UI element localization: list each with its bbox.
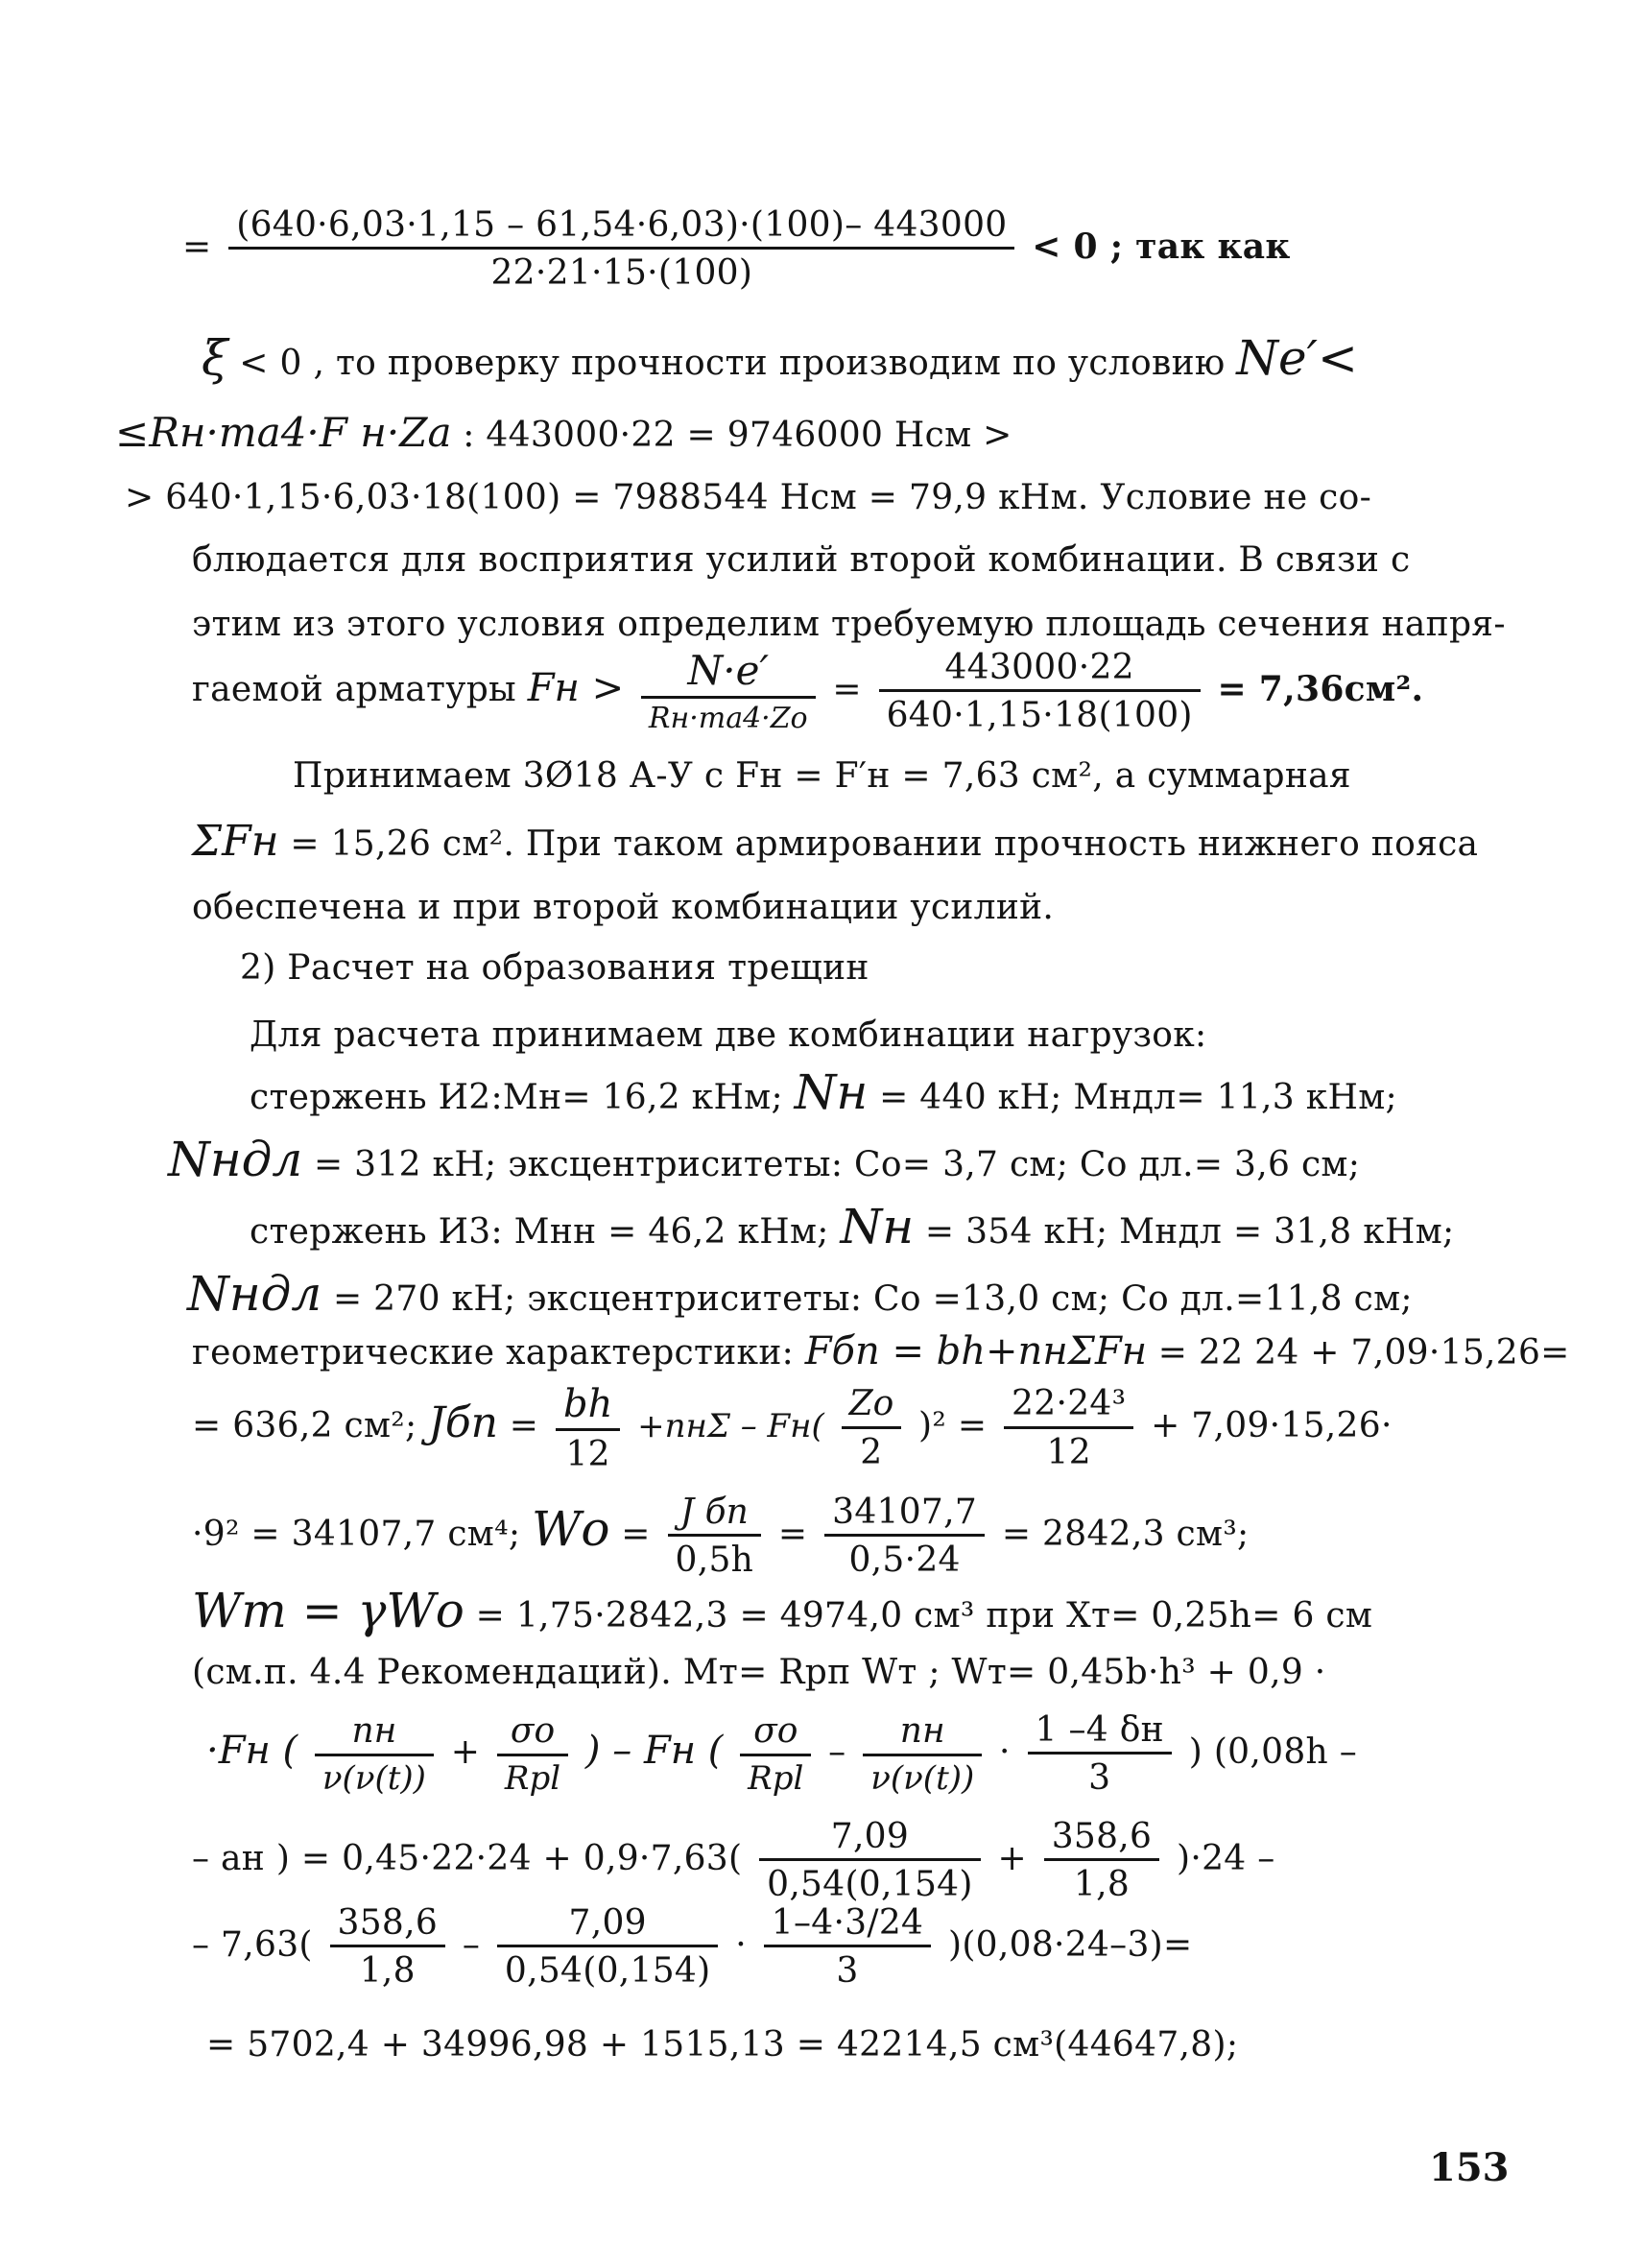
fraction xyxy=(1004,1384,1133,1472)
handwritten-formula: Nн xyxy=(840,1199,915,1254)
formula-tail: )(0,08·24–3)= xyxy=(947,1924,1193,1965)
fraction-numerator: 443000·22 xyxy=(879,648,1201,692)
line-text-2: = 440 кН; Мндл= 11,3 кНм; xyxy=(879,1078,1397,1117)
fraction xyxy=(1028,1710,1172,1799)
formula-middle-2: )² = xyxy=(918,1406,988,1446)
fraction-numerator: J бп xyxy=(668,1492,762,1537)
fraction-denominator: 640·1,15·18(100) xyxy=(886,696,1193,736)
formula-prefix: ·Fн ( xyxy=(206,1728,298,1773)
line-text: Для расчета принимаем две комбинации нагрузок: xyxy=(250,1015,1207,1055)
fraction-denominator: Rн·mа4·Zо xyxy=(648,702,808,736)
text-line-2 xyxy=(202,331,1358,387)
formula-tail: + 7,09·15,26· xyxy=(1151,1406,1393,1446)
fraction-denominator: 12 xyxy=(1046,1432,1091,1472)
section-heading xyxy=(240,948,869,988)
fraction-denominator: 1,8 xyxy=(359,1951,416,1992)
text-line-4 xyxy=(125,478,1371,517)
line-text: стержень И2:Мн= 16,2 кНм; xyxy=(250,1078,783,1117)
fraction-denominator: 3 xyxy=(836,1951,859,1992)
fraction xyxy=(497,1711,568,1797)
line-text: этим из этого условия определим требуемую площадь сечения напря- xyxy=(192,605,1506,644)
dot-sign: · xyxy=(735,1924,747,1965)
text-line-17 xyxy=(192,1329,1570,1373)
fraction-denominator: 0,5h xyxy=(675,1540,754,1581)
text-line-6 xyxy=(192,605,1506,644)
text-line-14 xyxy=(168,1133,1360,1188)
fraction-numerator: nн xyxy=(315,1711,434,1755)
text-line-16 xyxy=(187,1267,1413,1323)
line-text: обеспечена и при второй комбинации усилий. xyxy=(192,888,1055,927)
formula-line-24 xyxy=(192,1903,1193,1992)
fraction-denominator: 1,8 xyxy=(1073,1865,1131,1905)
line-text: геометрические характерстики: xyxy=(192,1333,795,1373)
text-line-9 xyxy=(192,818,1478,867)
formula-line-7 xyxy=(192,648,1423,736)
fraction xyxy=(228,205,1014,294)
equals-sign: = xyxy=(509,1406,539,1446)
line-text: > 640·1,15·6,03·18(100) = 7988544 Нсм = 79,9 кНм. Условие не со- xyxy=(125,478,1372,517)
plus-sign: + xyxy=(997,1838,1027,1878)
line-text: стержень И3: Мнн = 46,2 кНм; xyxy=(250,1212,829,1252)
equals-sign: = xyxy=(182,227,212,267)
handwritten-xi: ξ xyxy=(202,330,228,386)
fraction-denominator: 12 xyxy=(565,1435,610,1474)
text-line-8 xyxy=(293,756,1351,796)
fraction xyxy=(497,1903,719,1992)
handwritten-formula: Nндл xyxy=(168,1132,303,1187)
line-text: < 0 , то проверку прочности производим по условию xyxy=(239,344,1226,383)
fraction xyxy=(315,1711,434,1797)
formula-line-19 xyxy=(192,1492,1249,1581)
formula-tail: )·24 – xyxy=(1177,1838,1275,1878)
text-line-10 xyxy=(192,888,1054,927)
condition-text: < 0 ; так как xyxy=(1032,226,1291,267)
line-text-2: = 22 24 + 7,09·15,26= xyxy=(1157,1333,1570,1373)
text-line-12 xyxy=(250,1015,1206,1055)
formula-prefix: – 7,63( xyxy=(192,1924,313,1965)
handwritten-formula: Fбп = bh+nнΣFн xyxy=(804,1329,1148,1373)
equals-sign-2: = xyxy=(777,1514,808,1554)
handwritten-formula: ≤Rн·mа4·F н·Zа xyxy=(115,409,452,456)
handwritten-formula: Fн > xyxy=(527,665,625,710)
fraction-denominator: Rрl xyxy=(504,1758,561,1798)
text-line-15 xyxy=(250,1200,1454,1255)
line-text: (см.п. 4.4 Рекомендаций). Мт= Rрп Wт ; Wт= 0,45b·h³ + 0,9 · xyxy=(192,1653,1326,1692)
handwritten-formula: ΣFн xyxy=(192,817,279,866)
formula-line-18 xyxy=(192,1382,1393,1474)
fraction-denominator: 0,54(0,154) xyxy=(504,1951,711,1992)
handwritten-formula: Nн xyxy=(794,1064,869,1120)
line-text: 2) Расчет на образования трещин xyxy=(240,948,869,988)
fraction-numerator: 1–4·3/24 xyxy=(764,1903,932,1947)
fraction xyxy=(879,648,1201,736)
equals-sign: = xyxy=(832,669,862,709)
page-number: 153 xyxy=(1429,2145,1510,2190)
fraction-denominator: ν(ν(t)) xyxy=(870,1758,975,1798)
fraction-denominator: 3 xyxy=(1088,1758,1111,1799)
line-text: = 636,2 см²; xyxy=(192,1406,417,1446)
fraction-numerator: nн xyxy=(863,1711,982,1755)
text-line-20 xyxy=(192,1584,1372,1639)
fraction-numerator: bh xyxy=(556,1382,620,1431)
handwritten-formula: Wо xyxy=(532,1500,610,1557)
fraction xyxy=(824,1492,985,1581)
minus-sign: – xyxy=(828,1731,846,1772)
fraction xyxy=(764,1903,932,1992)
fraction-numerator: N·e′ xyxy=(641,648,816,699)
handwritten-formula: Wт = γWо xyxy=(192,1583,464,1638)
fraction xyxy=(842,1384,902,1472)
fraction-numerator: 7,09 xyxy=(759,1817,981,1861)
fraction xyxy=(330,1903,446,1992)
line-text: : 443000·22 = 9746000 Нсм > xyxy=(463,416,1012,455)
minus-sign: – xyxy=(462,1924,481,1965)
fraction-denominator: 2 xyxy=(860,1432,883,1472)
fraction xyxy=(740,1711,811,1797)
fraction xyxy=(641,648,816,736)
line-text: ·9² = 34107,7 см⁴; xyxy=(192,1514,521,1554)
equals-sign: = xyxy=(621,1514,651,1554)
text-line-21 xyxy=(192,1653,1326,1692)
formula-tail: ) (0,08h – xyxy=(1188,1731,1358,1772)
fraction-numerator: (640·6,03·1,15 – 61,54·6,03)·(100)– 443000 xyxy=(228,205,1014,250)
fraction xyxy=(668,1492,762,1581)
line-text-2: = 354 кН; Мндл = 31,8 кНм; xyxy=(924,1212,1455,1252)
fraction-numerator: 7,09 xyxy=(497,1903,719,1947)
fraction-numerator: σо xyxy=(740,1711,811,1755)
handwritten-formula: Ne′< xyxy=(1236,330,1358,386)
line-text: Принимаем 3Ø18 А-У с Fн = F′н = 7,63 см², а суммарная xyxy=(293,756,1351,796)
handwritten-formula: Nндл xyxy=(187,1266,322,1322)
formula-middle: ) – Fн ( xyxy=(584,1728,724,1773)
fraction-numerator: 22·24³ xyxy=(1004,1384,1133,1428)
fraction-denominator: Rрl xyxy=(748,1758,804,1798)
line-text: = 15,26 см². При таком армировании прочность нижнего пояса xyxy=(290,824,1479,864)
result-text: = 7,36см². xyxy=(1217,668,1424,709)
fraction xyxy=(1044,1817,1160,1905)
line-text: блюдается для восприятия усилий второй комбинации. В связи с xyxy=(192,540,1411,580)
text-line-13 xyxy=(250,1065,1397,1121)
line-text: = 5702,4 + 34996,98 + 1515,13 = 42214,5 см³(44647,8); xyxy=(206,2025,1239,2065)
fraction xyxy=(863,1711,982,1797)
dot-sign: · xyxy=(999,1731,1011,1772)
fraction-denominator: ν(ν(t)) xyxy=(321,1758,426,1798)
text-line-25 xyxy=(206,2025,1238,2065)
formula-prefix: – aн ) = 0,45·22·24 + 0,9·7,63( xyxy=(192,1838,743,1878)
line-text: гаемой арматуры xyxy=(192,669,517,709)
formula-line-22 xyxy=(206,1710,1357,1799)
line-text: = 270 кН; эксцентриситеты: Со =13,0 см; Со дл.=11,8 см; xyxy=(332,1279,1413,1319)
fraction xyxy=(556,1382,620,1474)
fraction-denominator: 22·21·15·(100) xyxy=(490,253,753,294)
handwritten-formula: Jбп xyxy=(428,1398,499,1448)
fraction-denominator: 0,54(0,154) xyxy=(767,1865,973,1905)
plus-sign: + xyxy=(450,1731,481,1772)
fraction-numerator: σо xyxy=(497,1711,568,1755)
formula-tail: = 2842,3 см³; xyxy=(1001,1514,1250,1554)
formula-line-1 xyxy=(182,205,1291,294)
fraction-numerator: 1 –4 δн xyxy=(1028,1710,1172,1755)
line-text: = 1,75·2842,3 = 4974,0 см³ при Хт= 0,25h= 6 см xyxy=(475,1596,1373,1635)
fraction-numerator: 358,6 xyxy=(1044,1817,1160,1861)
line-text: = 312 кН; эксцентриситеты: Со= 3,7 см; Со дл.= 3,6 см; xyxy=(313,1145,1361,1184)
fraction-numerator: Zо xyxy=(842,1384,902,1428)
text-line-3 xyxy=(115,410,1012,456)
text-line-5 xyxy=(192,540,1410,580)
fraction-denominator: 0,5·24 xyxy=(848,1540,961,1581)
fraction xyxy=(759,1817,981,1905)
formula-line-23 xyxy=(192,1817,1275,1905)
fraction-numerator: 358,6 xyxy=(330,1903,446,1947)
formula-middle: +nнΣ – Fн( xyxy=(637,1407,824,1446)
fraction-numerator: 34107,7 xyxy=(824,1492,985,1537)
